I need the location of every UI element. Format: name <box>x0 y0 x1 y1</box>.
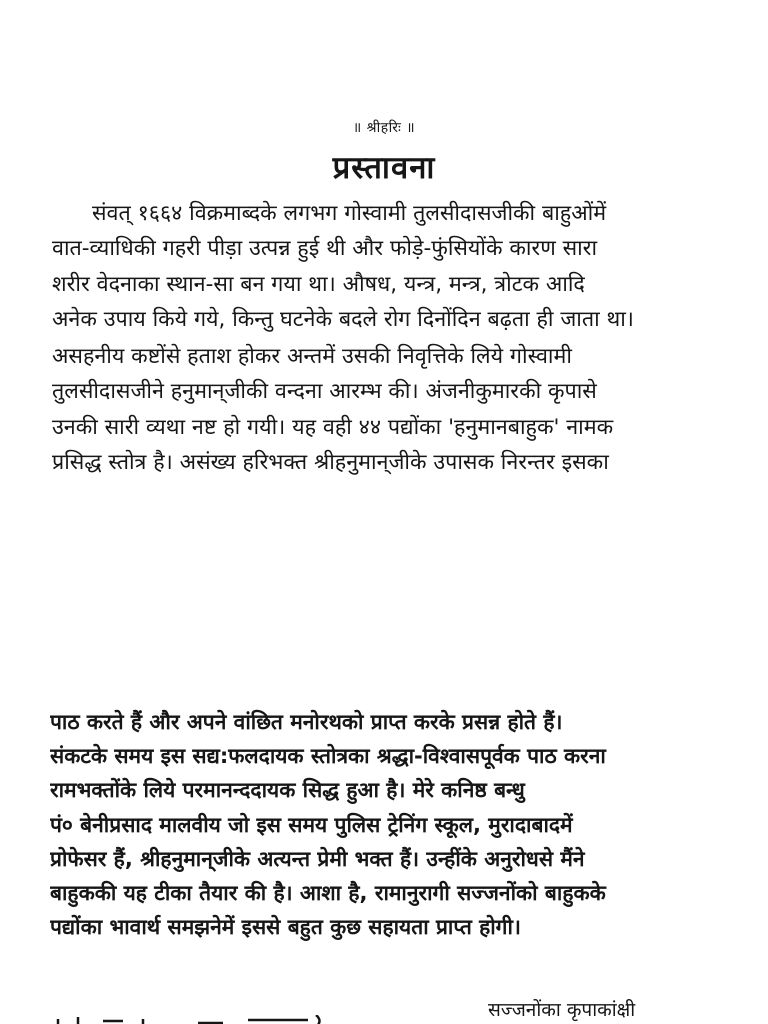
paragraph-line: प्रसिद्ध स्तोत्र है। असंख्य हरिभक्त श्रीहनुमान्‌जीके उपासक निरन्तर इसका <box>52 450 609 475</box>
paragraph-line: वात-व्याधिकी गहरी पीड़ा उत्पन्न हुई थी और फोड़े-फुंसियोंके कारण सारा <box>52 236 598 261</box>
cut-off-text-fragment <box>48 1012 348 1024</box>
page-title: प्रस्तावना <box>332 150 436 186</box>
invocation-heading: ॥ श्रीहरिः ॥ <box>352 120 416 136</box>
paragraph-line: अनेक उपाय किये गये, किन्तु घटनेके बदले रोग दिनोंदिन बढ़ता ही जाता था। <box>52 307 634 332</box>
paragraph-line: उनकी सारी व्यथा नष्ट हो गयी। यह वही ४४ पद्योंका 'हनुमानबाहुक' नामक <box>52 415 614 440</box>
paragraph-line: रामभक्तोंके लिये परमानन्ददायक सिद्ध हुआ है। मेरे कनिष्ठ बन्धु <box>50 778 525 802</box>
paragraph-line: बाहुककी यह टीका तैयार की है। आशा है, रामानुरागी सज्जनोंको बाहुकके <box>50 881 606 905</box>
paragraph-line: पद्योंका भावार्थ समझनेमें इससे बहुत कुछ सहायता प्राप्त होगी। <box>50 915 521 939</box>
paragraph-line: असहनीय कष्टोंसे हताश होकर अन्तमें उसकी निवृत्तिके लिये गोस्वामी <box>52 344 572 369</box>
paragraph-line: पाठ करते हैं और अपने वांछित मनोरथको प्राप्त करके प्रसन्न होते हैं। <box>50 710 563 734</box>
paragraph-line: संवत् १६६४ विक्रमाब्दके लगभग गोस्वामी तुलसीदासजीकी बाहुओंमें <box>92 201 607 226</box>
truncated-line-shape <box>48 1015 348 1024</box>
paragraph-line: शरीर वेदनाका स्थान-सा बन गया था। औषध, यन्त्र, मन्त्र, त्रोटक आदि <box>52 272 585 297</box>
paragraph-line: पं० बेनीप्रसाद मालवीय जो इस समय पुलिस ट्रेनिंग स्कूल, मुरादाबादमें <box>50 813 573 837</box>
signature-line: सज्जनोंका कृपाकांक्षी <box>488 999 636 1021</box>
paragraph-line: संकटके समय इस सद्य:फलदायक स्तोत्रका श्रद्धा-विश्वासपूर्वक पाठ करना <box>50 744 606 768</box>
paragraph-line: प्रोफेसर हैं, श्रीहनुमान्‌जीके अत्यन्त प्रेमी भक्त हैं। उन्हींके अनुरोधसे मैंने <box>50 847 585 871</box>
paragraph-line: तुलसीदासजीने हनुमान्‌जीकी वन्दना आरम्भ की। अंजनीकुमारकी कृपासे <box>52 379 597 404</box>
